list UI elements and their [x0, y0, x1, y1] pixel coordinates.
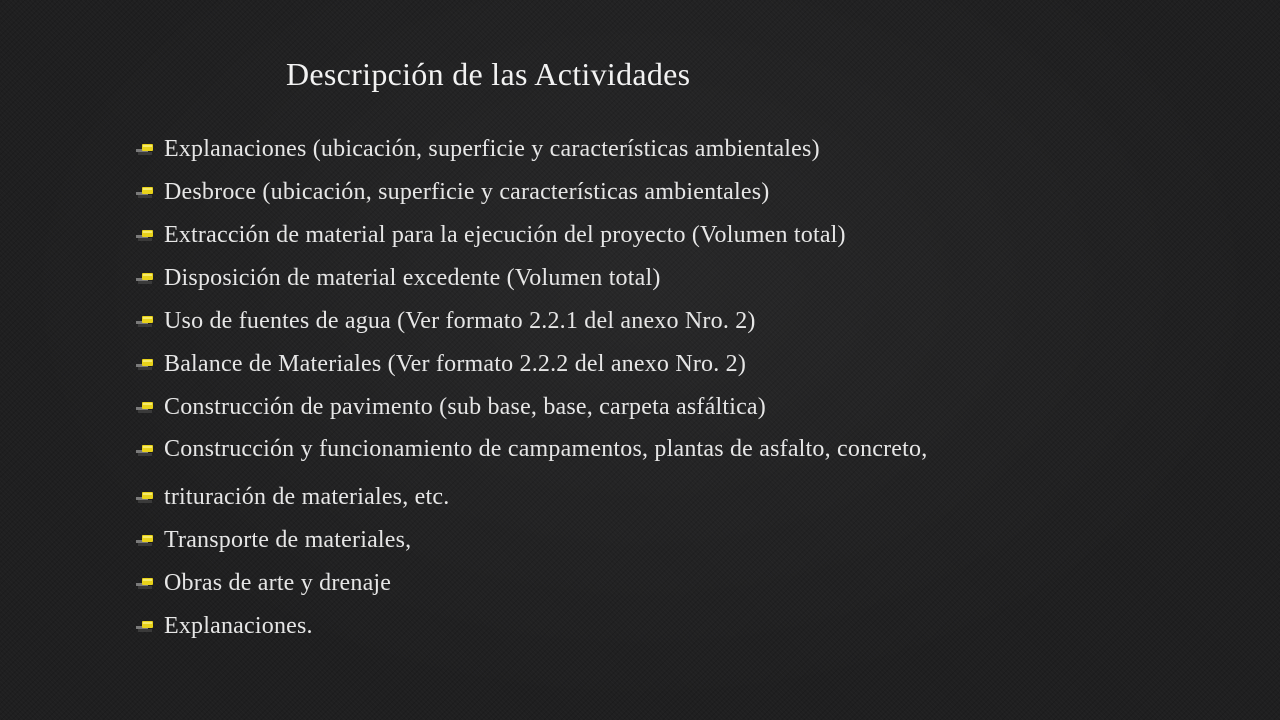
list-item-text: Explanaciones (ubicación, superficie y características ambientales) — [164, 136, 820, 162]
slide-title: Descripción de las Actividades — [286, 56, 691, 92]
hammer-bullet-icon — [136, 491, 154, 504]
hammer-bullet-icon — [136, 444, 154, 457]
hammer-bullet-icon — [136, 315, 154, 328]
list-item-text: Explanaciones. — [164, 613, 313, 639]
list-item-text: Extracción de material para la ejecución del proyecto (Volumen total) — [164, 222, 846, 248]
list-item-text: Construcción de pavimento (sub base, base, carpeta asfáltica) — [164, 394, 766, 420]
hammer-bullet-icon — [136, 229, 154, 242]
hammer-bullet-icon — [136, 143, 154, 156]
list-item-text: Disposición de material excedente (Volumen total) — [164, 265, 661, 291]
hammer-bullet-icon — [136, 186, 154, 199]
list-item — [136, 613, 1112, 639]
list-item-text: Construcción y funcionamiento de campamentos, plantas de asfalto, concreto, — [164, 436, 928, 462]
list-item — [136, 394, 1112, 420]
list-item — [136, 222, 1112, 248]
list-item-text: Transporte de materiales, — [164, 527, 412, 553]
list-item — [136, 308, 1112, 334]
list-item-text: Obras de arte y drenaje — [164, 570, 392, 596]
list-item-text: Balance de Materiales (Ver formato 2.2.2 del anexo Nro. 2) — [164, 351, 747, 377]
list-item — [136, 136, 1112, 162]
list-item-text: Uso de fuentes de agua (Ver formato 2.2.1 del anexo Nro. 2) — [164, 308, 756, 334]
hammer-bullet-icon — [136, 358, 154, 371]
list-item — [136, 570, 1112, 596]
bullet-list — [136, 136, 1112, 656]
list-item — [136, 437, 1112, 461]
hammer-bullet-icon — [136, 401, 154, 414]
list-item — [136, 527, 1112, 553]
list-item-text: Desbroce (ubicación, superficie y características ambientales) — [164, 179, 770, 205]
list-item — [136, 265, 1112, 291]
hammer-bullet-icon — [136, 272, 154, 285]
list-item-text: trituración de materiales, etc. — [164, 484, 450, 510]
list-item — [136, 179, 1112, 205]
hammer-bullet-icon — [136, 620, 154, 633]
list-item — [136, 351, 1112, 377]
hammer-bullet-icon — [136, 577, 154, 590]
list-item — [136, 484, 1112, 510]
hammer-bullet-icon — [136, 534, 154, 547]
